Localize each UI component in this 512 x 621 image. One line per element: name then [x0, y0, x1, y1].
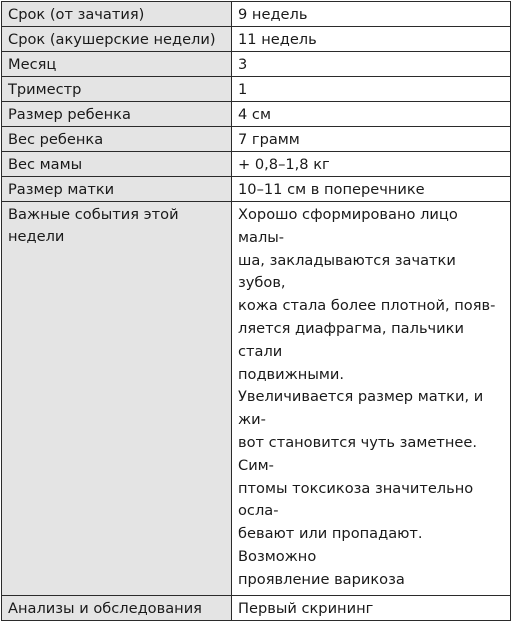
table-row: [2, 152, 511, 177]
row-label: Вес ребенка: [2, 127, 232, 152]
table-row: [2, 77, 511, 102]
table-row: [2, 52, 511, 77]
row-value: 7 грамм: [232, 127, 511, 152]
row-value: 1: [232, 77, 511, 102]
table-row: [2, 2, 511, 27]
row-label: Срок (от зачатия): [2, 2, 232, 27]
row-value: 11 недель: [232, 27, 511, 52]
row-value: 9 недель: [232, 2, 511, 27]
row-label: Месяц: [2, 52, 232, 77]
row-label: Срок (акушерские недели): [2, 27, 232, 52]
table-row: [2, 127, 511, 152]
row-label: Размер ребенка: [2, 102, 232, 127]
row-value: 3: [232, 52, 511, 77]
row-value: + 0,8–1,8 кг: [232, 152, 511, 177]
row-label: Размер матки: [2, 177, 232, 202]
row-label: Триместр: [2, 77, 232, 102]
row-value: Первый скрининг: [232, 595, 511, 620]
row-label: Важные события этой недели: [2, 202, 232, 596]
row-value: 4 см: [232, 102, 511, 127]
row-label: Вес мамы: [2, 152, 232, 177]
table-row: [2, 202, 511, 596]
row-label: Анализы и обследования: [2, 595, 232, 620]
table-row: [2, 27, 511, 52]
table-row: [2, 102, 511, 127]
row-value: 10–11 см в поперечнике: [232, 177, 511, 202]
table-row: [2, 177, 511, 202]
table-row: [2, 595, 511, 620]
pregnancy-week-table: [1, 1, 511, 621]
row-value: Хорошо сформировано лицо малы- ша, закладываются зачатки зубов, кожа стала более плотной, появ- ляется диафрагма, пальчики стали подвижными. Увеличивается размер матки, и жи- вот становится чуть заметнее. Сим- птомы токсикоза значительно осла- бевают или пропадают. Возможно проявление варикоза: [232, 202, 511, 596]
